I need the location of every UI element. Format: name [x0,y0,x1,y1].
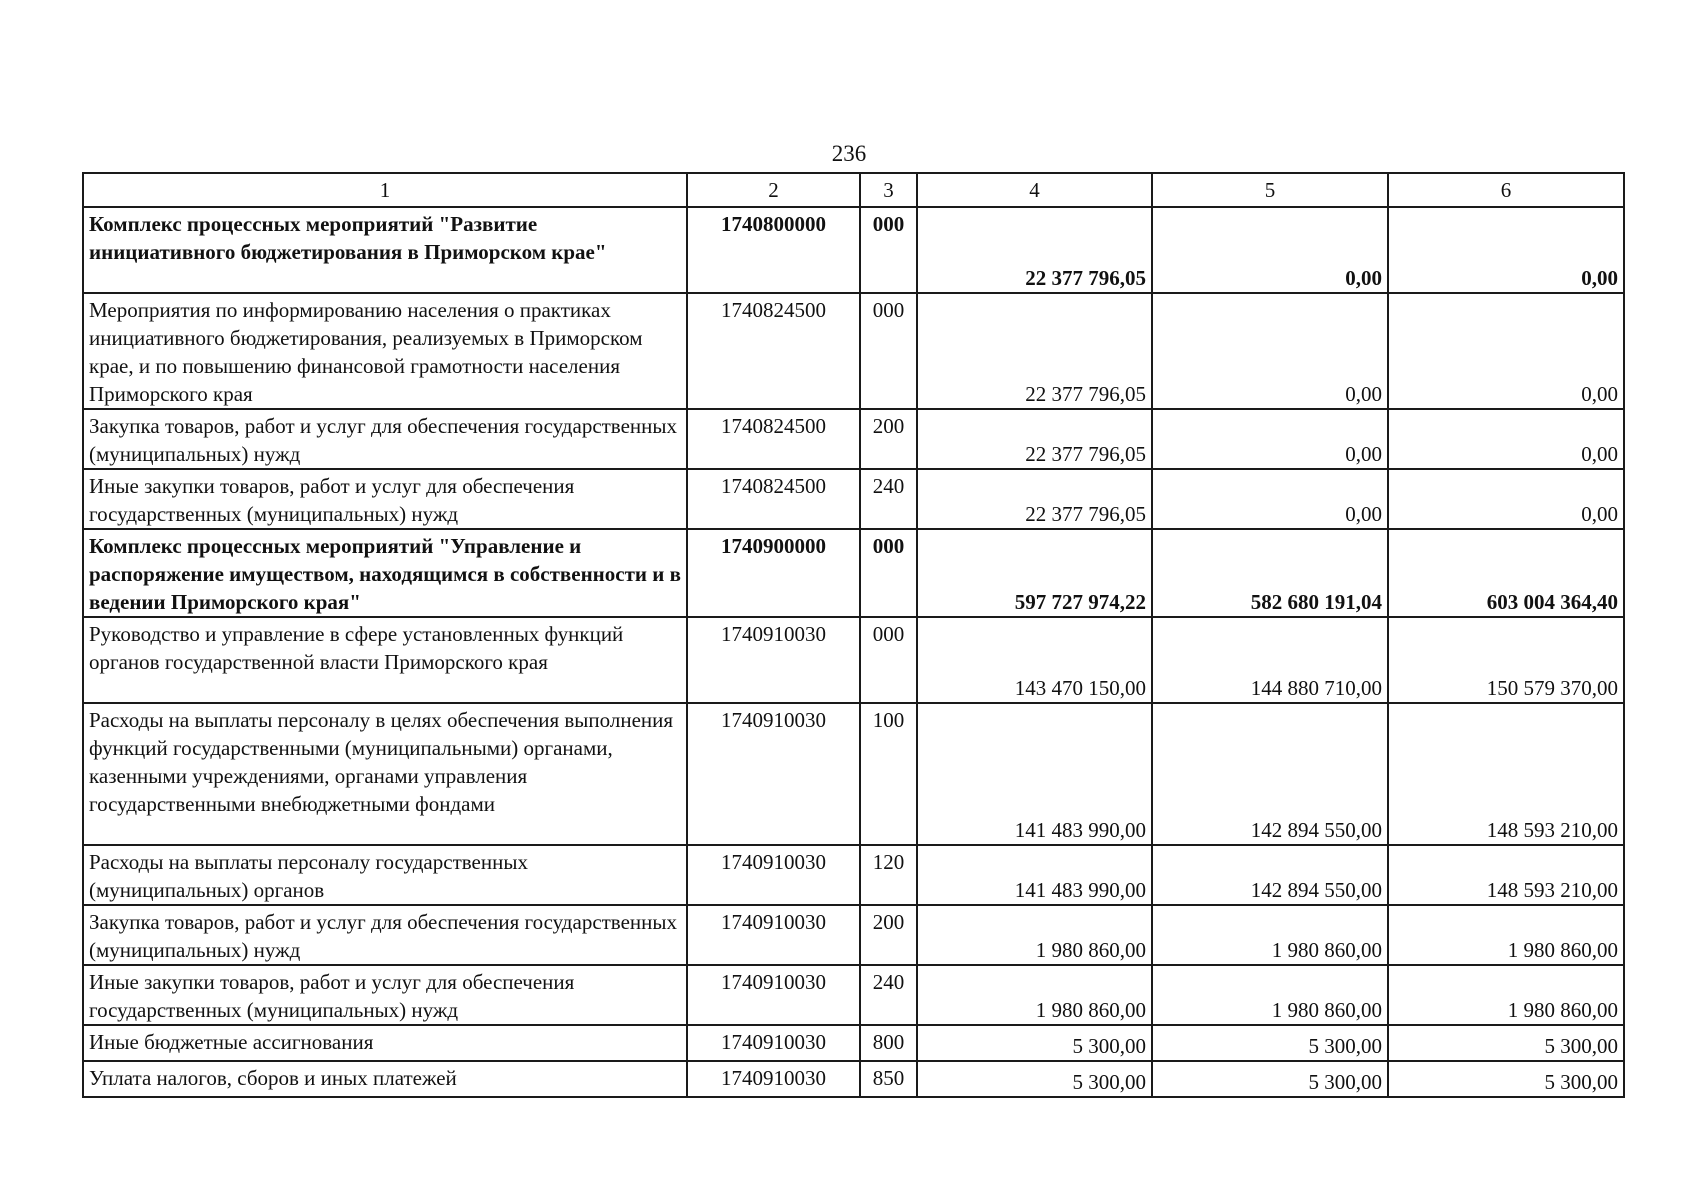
expense-type-cell: 000 [860,617,917,703]
amount-year-3-cell: 0,00 [1388,293,1624,409]
target-article-cell: 1740800000 [687,207,860,293]
table-row [83,703,1624,845]
target-article-cell: 1740910030 [687,905,860,965]
amount-year-2-cell: 582 680 191,04 [1152,529,1388,617]
amount-year-1-cell: 143 470 150,00 [917,617,1152,703]
amount-year-1-cell: 5 300,00 [917,1061,1152,1097]
expense-type-cell: 000 [860,207,917,293]
target-article-cell: 1740824500 [687,409,860,469]
row-name-cell: Иные закупки товаров, работ и услуг для обеспечения государственных (муниципальных) нужд [83,469,687,529]
expense-type-cell: 000 [860,293,917,409]
amount-year-3-cell: 603 004 364,40 [1388,529,1624,617]
amount-year-2-cell: 0,00 [1152,409,1388,469]
row-name-cell: Расходы на выплаты персоналу государственных (муниципальных) органов [83,845,687,905]
expense-type-cell: 240 [860,965,917,1025]
amount-year-1-cell: 22 377 796,05 [917,469,1152,529]
amount-year-1-cell: 1 980 860,00 [917,905,1152,965]
table-row [83,207,1624,293]
row-name-cell: Закупка товаров, работ и услуг для обеспечения государственных (муниципальных) нужд [83,905,687,965]
expense-type-cell: 850 [860,1061,917,1097]
amount-year-3-cell: 0,00 [1388,409,1624,469]
target-article-cell: 1740910030 [687,703,860,845]
row-name-cell: Комплекс процессных мероприятий "Развитие инициативного бюджетирования в Приморском крае" [83,207,687,293]
amount-year-3-cell: 0,00 [1388,207,1624,293]
amount-year-3-cell: 1 980 860,00 [1388,905,1624,965]
amount-year-2-cell: 0,00 [1152,207,1388,293]
row-name-cell: Мероприятия по информированию населения о практиках инициативного бюджетирования, реализуемых в Приморском крае, и по повышению финансовой грамотности населения Приморского края [83,293,687,409]
amount-year-2-cell: 142 894 550,00 [1152,703,1388,845]
amount-year-2-cell: 0,00 [1152,469,1388,529]
column-header: 1 [83,173,687,207]
expense-type-cell: 000 [860,529,917,617]
row-name-cell: Руководство и управление в сфере установленных функций органов государственной власти Приморского края [83,617,687,703]
amount-year-3-cell: 5 300,00 [1388,1025,1624,1061]
row-name-cell: Иные закупки товаров, работ и услуг для обеспечения государственных (муниципальных) нужд [83,965,687,1025]
amount-year-3-cell: 1 980 860,00 [1388,965,1624,1025]
expense-type-cell: 200 [860,905,917,965]
table-row [83,293,1624,409]
amount-year-2-cell: 5 300,00 [1152,1061,1388,1097]
column-header: 6 [1388,173,1624,207]
amount-year-1-cell: 141 483 990,00 [917,845,1152,905]
table-row [83,617,1624,703]
expense-type-cell: 200 [860,409,917,469]
expense-type-cell: 800 [860,1025,917,1061]
target-article-cell: 1740910030 [687,1061,860,1097]
amount-year-1-cell: 22 377 796,05 [917,207,1152,293]
amount-year-3-cell: 0,00 [1388,469,1624,529]
row-name-cell: Закупка товаров, работ и услуг для обеспечения государственных (муниципальных) нужд [83,409,687,469]
amount-year-2-cell: 144 880 710,00 [1152,617,1388,703]
table-row [83,1025,1624,1061]
amount-year-2-cell: 1 980 860,00 [1152,965,1388,1025]
column-header: 5 [1152,173,1388,207]
amount-year-2-cell: 0,00 [1152,293,1388,409]
table-row [83,409,1624,469]
amount-year-1-cell: 597 727 974,22 [917,529,1152,617]
table-row [83,1061,1624,1097]
target-article-cell: 1740910030 [687,617,860,703]
target-article-cell: 1740824500 [687,293,860,409]
row-name-cell: Уплата налогов, сборов и иных платежей [83,1061,687,1097]
table-row [83,845,1624,905]
amount-year-3-cell: 148 593 210,00 [1388,703,1624,845]
table-row [83,905,1624,965]
row-name-cell: Иные бюджетные ассигнования [83,1025,687,1061]
target-article-cell: 1740824500 [687,469,860,529]
column-header: 4 [917,173,1152,207]
page-number: 236 [831,141,867,166]
row-name-cell: Комплекс процессных мероприятий "Управление и распоряжение имуществом, находящимся в собственности и в ведении Приморского края" [83,529,687,617]
amount-year-2-cell: 142 894 550,00 [1152,845,1388,905]
amount-year-3-cell: 5 300,00 [1388,1061,1624,1097]
amount-year-1-cell: 22 377 796,05 [917,293,1152,409]
column-header: 2 [687,173,860,207]
amount-year-3-cell: 148 593 210,00 [1388,845,1624,905]
table-row [83,965,1624,1025]
target-article-cell: 1740910030 [687,965,860,1025]
expense-type-cell: 240 [860,469,917,529]
amount-year-1-cell: 22 377 796,05 [917,409,1152,469]
amount-year-2-cell: 1 980 860,00 [1152,905,1388,965]
row-name-cell: Расходы на выплаты персоналу в целях обеспечения выполнения функций государственными (муниципальными) органами, казенными учреждениями, органами управления государственными внебюджетными фондами [83,703,687,845]
table-row [83,469,1624,529]
amount-year-3-cell: 150 579 370,00 [1388,617,1624,703]
column-header: 3 [860,173,917,207]
amount-year-1-cell: 1 980 860,00 [917,965,1152,1025]
target-article-cell: 1740910030 [687,1025,860,1061]
table-row [83,529,1624,617]
budget-table [82,172,1625,1098]
expense-type-cell: 100 [860,703,917,845]
amount-year-1-cell: 5 300,00 [917,1025,1152,1061]
expense-type-cell: 120 [860,845,917,905]
target-article-cell: 1740900000 [687,529,860,617]
amount-year-1-cell: 141 483 990,00 [917,703,1152,845]
amount-year-2-cell: 5 300,00 [1152,1025,1388,1061]
table-header-row [83,173,1624,207]
target-article-cell: 1740910030 [687,845,860,905]
